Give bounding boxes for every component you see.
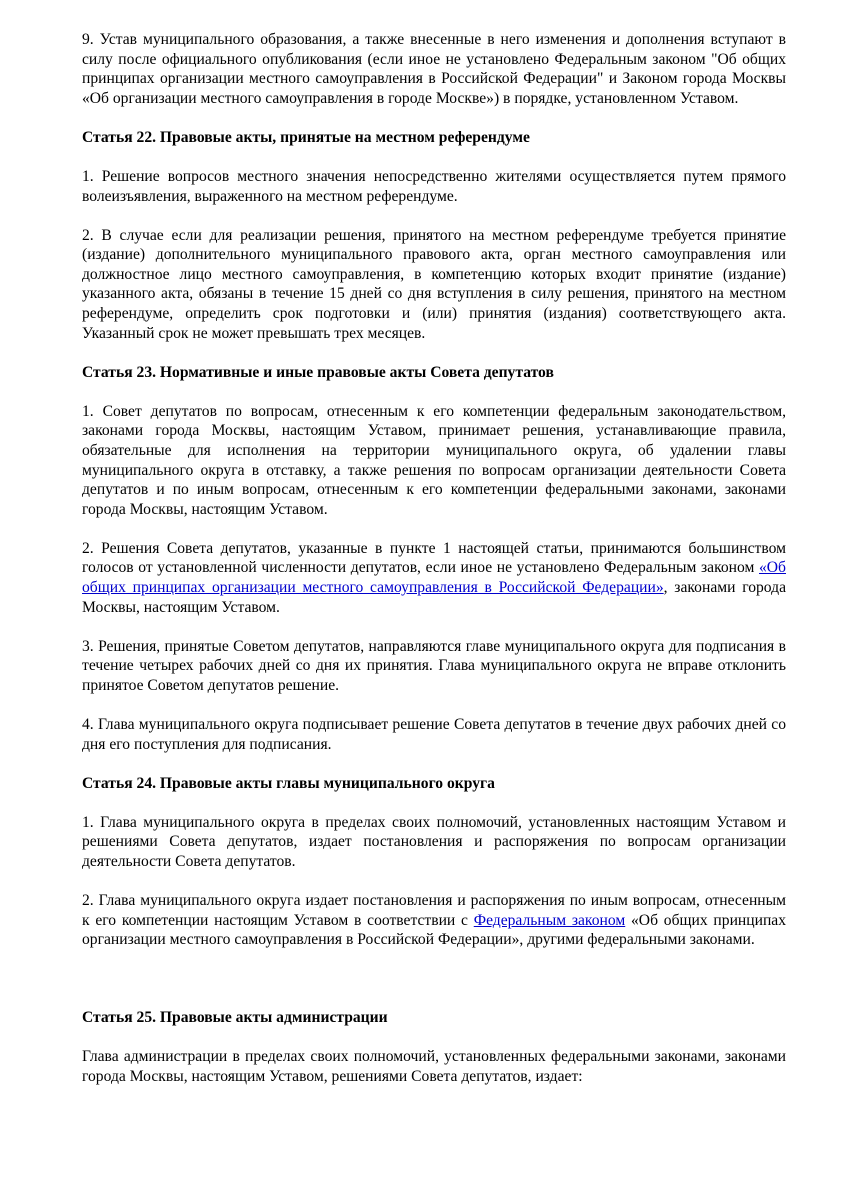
article-23-paragraph-1: 1. Совет депутатов по вопросам, отнесенным к его компетенции федеральным законодательством, законами города Москвы, настоящим Уставом, принимает решения, устанавливающие правила, обязательные для исполнения на территории муниципального округа, об удалении главы муниципального округа в отставку, а также решения по вопросам организации деятельности Совета депутатов и по иным вопросам, отнесенным к его компетенции федеральными законами, законами города Москвы, настоящим Уставом.: [82, 402, 786, 518]
article-23-paragraph-4: 4. Глава муниципального округа подписывает решение Совета депутатов в течение двух рабочих дней со дня его поступления для подписания.: [82, 716, 786, 753]
heading-article-24: Статья 24. Правовые акты главы муниципального округа: [82, 774, 495, 792]
article-25-paragraph-1: Глава администрации в пределах своих полномочий, установленных федеральными законами, законами города Москвы, настоящим Уставом, решениями Совета депутатов, издает:: [82, 1047, 786, 1085]
heading-article-25: Статья 25. Правовые акты администрации: [82, 1008, 388, 1026]
document-page: [82, 30, 786, 1086]
federal-law-link[interactable]: «Об общих принципах организации местного самоуправления в Российской Федерации»: [82, 559, 786, 597]
article-22-paragraph-1: 1. Решение вопросов местного значения непосредственно жителями осуществляется путем прямого волеизъявления, выраженного на местном референдуме.: [82, 167, 786, 205]
article-23-paragraph-2-text-after: , законами города Москвы, настоящим Уставом.: [82, 579, 787, 616]
heading-article-22: Статья 22. Правовые акты, принятые на местном референдуме: [82, 128, 530, 146]
federal-law-link-short[interactable]: Федеральным законом: [473, 911, 626, 929]
article-24-paragraph-2: [82, 891, 786, 950]
article-23-paragraph-3: 3. Решения, принятые Советом депутатов, направляются главе муниципального округа для подписания в течение четырех рабочих дней со дня их принятия. Глава муниципального округа не вправе отклонить принятое Советом депутатов решение.: [82, 637, 786, 694]
article-24-paragraph-2-text-before: 2. Глава муниципального округа издает постановления и распоряжения по иным вопросам, отнесенным к его компетенции настоящим Уставом в соответствии с: [82, 892, 786, 929]
article-24-paragraph-2-text-after: «Об общих принципах организации местного самоуправления в Российской Федерации», другими федеральными законами.: [82, 911, 787, 949]
article-23-paragraph-2-text-before: 2. Решения Совета депутатов, указанные в пункте 1 настоящей статьи, принимаются большинством голосов от установленной численности депутатов, если иное не установлено Федеральным законом: [82, 539, 786, 577]
article-22-paragraph-2: 2. В случае если для реализации решения, принятого на местном референдуме требуется принятие (издание) дополнительного муниципального правового акта, орган местного самоуправления или должностное лицо местного самоуправления, в компетенцию которых входит принятие (издание) указанного акта, обязаны в течение 15 дней со дня вступления в силу решения, принятого на местном референдуме, определить срок подготовки и (или) принятия (издания) соответствующего акта. Указанный срок не может превышать трех месяцев.: [82, 226, 786, 342]
paragraph-9: 9. Устав муниципального образования, а также внесенные в него изменения и дополнения вступают в силу после официального опубликования (если иное не установлено Федеральным законом "Об общих принципах организации местного самоуправления в Российской Федерации" и Законом города Москвы «Об организации местного самоуправления в городе Москве») в порядке, установленном Уставом.: [82, 31, 786, 107]
article-23-paragraph-2: [82, 539, 786, 617]
heading-article-23: Статья 23. Нормативные и иные правовые акты Совета депутатов: [82, 363, 554, 381]
article-24-paragraph-1: 1. Глава муниципального округа в пределах своих полномочий, установленных настоящим Уставом и решениями Совета депутатов, издает постановления и распоряжения по вопросам организации деятельности Совета депутатов.: [82, 813, 786, 870]
